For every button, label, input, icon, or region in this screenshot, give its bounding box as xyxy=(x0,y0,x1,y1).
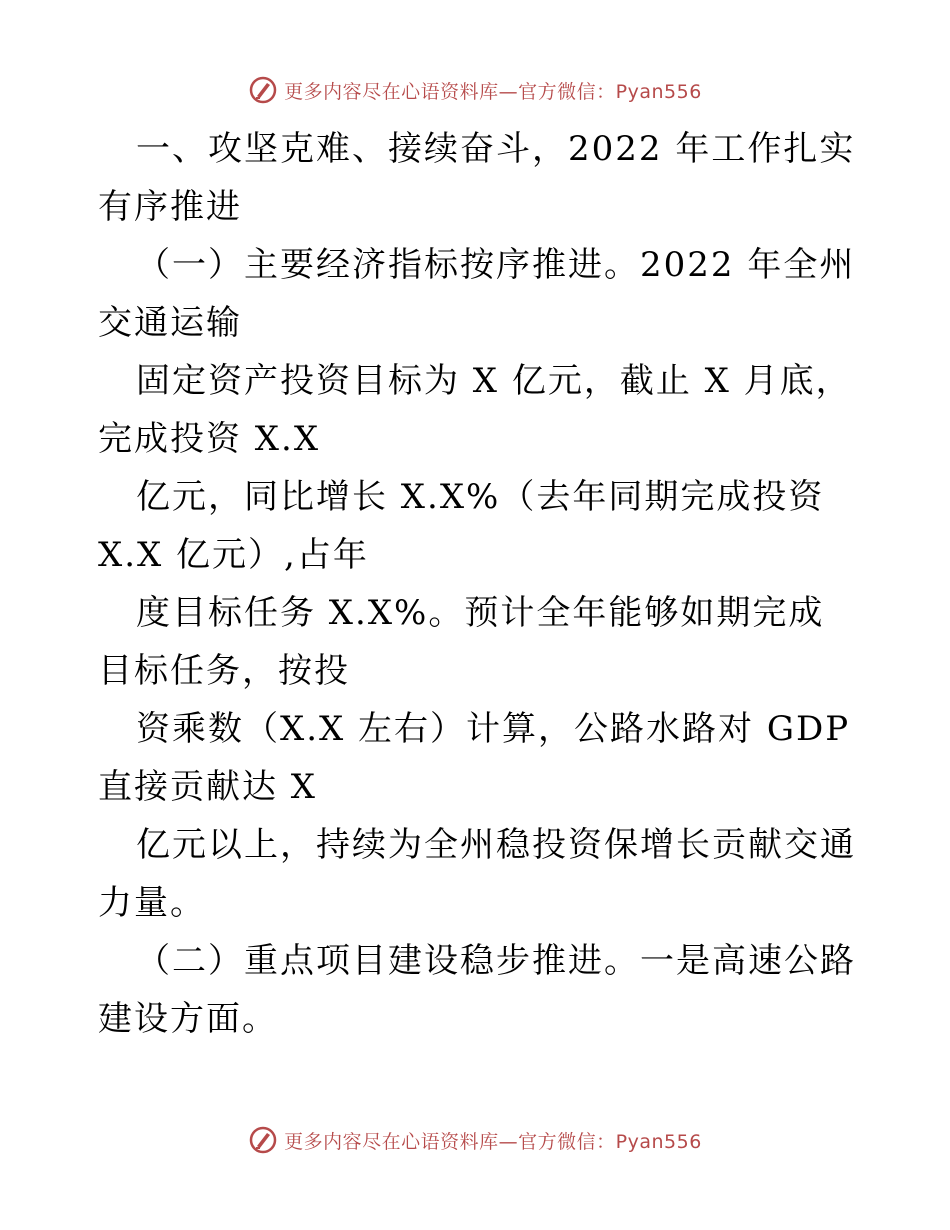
paragraph: （一）主要经济指标按序推进。2022 年全州交通运输 xyxy=(98,245,856,343)
footer-watermark xyxy=(0,1120,950,1160)
paragraph: 亿元以上，持续为全州稳投资保增长贡献交通力量。 xyxy=(98,825,856,923)
paragraph: 一、攻坚克难、接续奋斗，2022 年工作扎实有序推进 xyxy=(98,129,856,227)
paragraph: 资乘数（X.X 左右）计算，公路水路对 GDP 直接贡献达 X xyxy=(98,709,851,807)
watermark-text: 更多内容尽在心语资料库—官方微信：Pyan556 xyxy=(284,80,702,103)
paragraph: 固定资产投资目标为 X 亿元，截止 X 月底，完成投资 X.X xyxy=(98,361,852,459)
brand-logo-icon xyxy=(248,1125,278,1155)
paragraph: 度目标任务 X.X%。预计全年能够如期完成目标任务，按投 xyxy=(98,593,825,691)
watermark-text: 更多内容尽在心语资料库—官方微信：Pyan556 xyxy=(284,1130,702,1153)
paragraph: 亿元，同比增长 X.X%（去年同期完成投资 X.X 亿元）,占年 xyxy=(98,477,825,575)
header-watermark xyxy=(0,70,950,110)
document-body xyxy=(98,120,858,1048)
brand-logo-icon xyxy=(248,75,278,105)
paragraph: （二）重点项目建设稳步推进。一是高速公路建设方面。 xyxy=(98,941,856,1039)
